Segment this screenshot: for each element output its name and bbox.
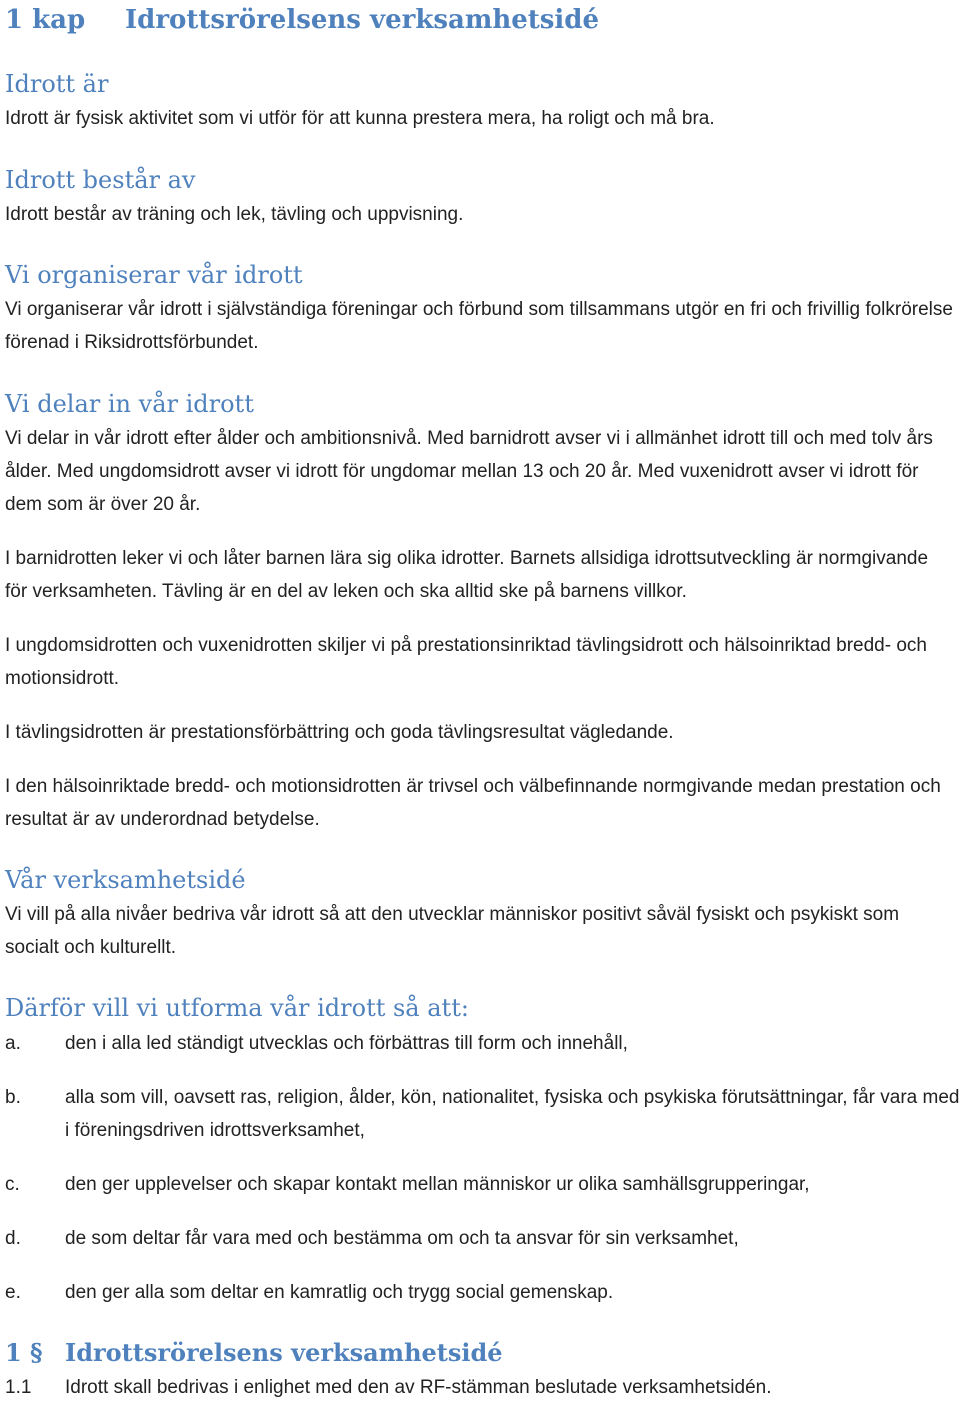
list-marker: b.	[5, 1087, 21, 1108]
list-item	[5, 1276, 955, 1309]
paragraph-var-verksamhetside: Vi vill på alla nivåer bedriva vår idrott så att den utvecklar människor positivt såväl fysiskt och psykiskt som socialt och kulturellt.	[5, 904, 900, 958]
paragraph-vi-delar-in-2: I barnidrotten leker vi och låter barnen lära sig olika idrotter. Barnets allsidiga idrottsutveckling är normgivande för verksamheten. Tävling är en del av leken och ska alltid ske på barnens villkor.	[5, 548, 929, 602]
heading-vi-organiserar: Vi organiserar vår idrott	[5, 261, 303, 289]
chapter-heading	[5, 4, 599, 36]
subsection-text: Idrott skall bedrivas i enlighet med den av RF-stämman beslutade verksamhetsidén.	[65, 1377, 772, 1398]
heading-darfor-vill-vi: Därför vill vi utforma vår idrott så att:	[5, 994, 469, 1022]
section-heading-paragraph-1	[5, 1338, 503, 1368]
list-text: alla som vill, oavsett ras, religion, ålder, kön, nationalitet, fysiska och psykiska förutsättningar, får vara med i föreningsdriven idrottsverksamhet,	[65, 1087, 960, 1141]
list-marker: e.	[5, 1282, 21, 1303]
heading-idrott-bestar-av: Idrott består av	[5, 166, 196, 194]
heading-idrott-ar: Idrott är	[5, 70, 109, 98]
list-marker: d.	[5, 1228, 21, 1249]
paragraph-vi-organiserar: Vi organiserar vår idrott i självständiga föreningar och förbund som tillsammans utgör en fri och frivillig folkrörelse förenad i Riksidrottsförbundet.	[5, 299, 953, 353]
section-number: 1 §	[5, 1338, 43, 1367]
paragraph-idrott-bestar-av: Idrott består av träning och lek, tävling och uppvisning.	[5, 204, 464, 225]
paragraph-vi-delar-in-1: Vi delar in vår idrott efter ålder och ambitionsnivå. Med barnidrott avser vi i allmänhet idrott till och med tolv års ålder. Med ungdomsidrott avser vi idrott för ungdomar mellan 13 och 20 år. Med vuxenidrott avser vi idrott för dem som är över 20 år.	[5, 428, 933, 515]
list-text: den ger upplevelser och skapar kontakt mellan människor ur olika samhällsgrupperingar,	[65, 1174, 810, 1195]
paragraph-vi-delar-in-4: I tävlingsidrotten är prestationsförbättring och goda tävlingsresultat vägledande.	[5, 722, 674, 743]
paragraph-vi-delar-in-5: I den hälsoinriktade bredd- och motionsidrotten är trivsel och välbefinnande normgivande medan prestation och resultat är av underordnad betydelse.	[5, 776, 941, 830]
list-marker: a.	[5, 1033, 21, 1054]
list-text: den ger alla som deltar en kamratlig och trygg social gemenskap.	[65, 1282, 614, 1303]
heading-vi-delar-in: Vi delar in vår idrott	[5, 390, 254, 418]
list-text: den i alla led ständigt utvecklas och förbättras till form och innehåll,	[65, 1033, 628, 1054]
subsection-number: 1.1	[5, 1377, 32, 1398]
chapter-number: 1 kap	[5, 5, 86, 35]
heading-var-verksamhetside: Vår verksamhetsidé	[5, 866, 246, 894]
chapter-title: Idrottsrörelsens verksamhetsidé	[125, 5, 600, 35]
list-text: de som deltar får vara med och bestämma om och ta ansvar för sin verksamhet,	[65, 1228, 739, 1249]
list-item	[5, 1168, 955, 1201]
list-item	[5, 1027, 955, 1060]
paragraph-idrott-ar: Idrott är fysisk aktivitet som vi utför för att kunna prestera mera, ha roligt och må bra.	[5, 108, 715, 129]
paragraph-vi-delar-in-3: I ungdomsidrotten och vuxenidrotten skiljer vi på prestationsinriktad tävlingsidrott och hälsoinriktad bredd- och motionsidrott.	[5, 635, 927, 689]
subsection-1-1	[5, 1371, 955, 1404]
list-item	[5, 1222, 955, 1255]
list-item	[5, 1081, 960, 1147]
list-marker: c.	[5, 1174, 20, 1195]
section-title: Idrottsrörelsens verksamhetsidé	[65, 1338, 503, 1367]
